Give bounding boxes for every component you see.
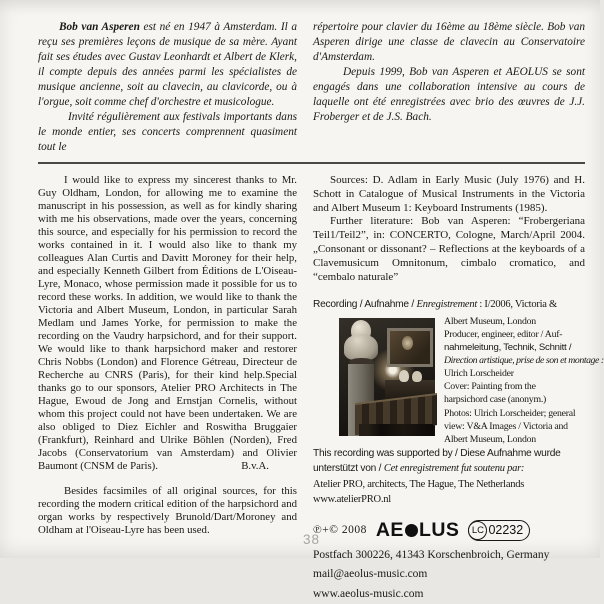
publisher-address-lines xyxy=(313,546,585,604)
publisher-address: Postfach 300226, 41343 Korschenbroich, Germany xyxy=(313,548,550,561)
bio-text: est né en 1947 à Amsterdam. Il a reçu ses premières leçons de musique de sa mère. Ayant fait ses études avec Gustav Leonhardt et Albert de Klerk, il compte depuis des années parmi les spécialistes de musique ancienne, soit au clavecin, au clavicorde, ou à l'orgue, soit comme chef d'orchestre et musicologue. xyxy=(38,21,298,108)
publisher-email: mail@aeolus-music.com xyxy=(313,568,428,581)
intro-section xyxy=(38,20,585,155)
recording-value: : I/2006, Victoria & xyxy=(477,299,557,311)
lc-circle: LC xyxy=(468,521,487,540)
intro-left-column xyxy=(38,20,297,155)
support-line-2-de: unterstützt von / xyxy=(313,463,384,475)
credit-line: Albert Museum, London xyxy=(444,315,536,327)
harpsichord-stand-shape xyxy=(359,424,433,436)
logo-text-right: LUS xyxy=(418,518,460,541)
recording-label: Recording / Aufnahme / xyxy=(313,299,417,311)
acknowledgements-paragraph xyxy=(38,174,297,473)
acknowledgements-text: I would like to express my sincerest thanks to Mr. Guy Oldham, London, for allowing me to examine the manuscript in his possession, as well as for kindly sharing with me his observations, made over the years, concerning this source, and especially for his permission to record the works contained in it. I would also like to thank my colleagues Alan Curtis and Davitt Moroney for their help, and especially Kenneth Gilbert from Éditions de L'Oiseau-Lyre, Monaco, whose permission made it possible for us to record these works. In addition, we would like to thank the Victoria and Albert Museum, London, in particular Sarah Medlam und James Yorke, for permission to make the recording on the Vaudry harpsichord, and for their support. We would like to thank harpsichord maker and restorer Chris Nobbs (London) and Florence Gétreau, Directeur de Recherche au CNRS (Paris), for their kind help.Special thanks go to our sponsors, Atelier PRO Architects in The Hague, Ewoud de Jong and Ernstjan Cornelis, without whom this project could not have been undertaken. We are also obliged to Diez Eichler and Roswitha Bruggaier (Frankfurt), Reinhard and Ulrike Böhlen (Norden), Fred Jacobs (Conservatorium van Amsterdam) and Olivier Baumont (CNSM de Paris). xyxy=(38,174,297,472)
publisher-block xyxy=(313,519,585,604)
publisher-header xyxy=(313,519,585,542)
support-line-1: This recording was supported by / Diese Aufnahme wurde xyxy=(313,447,561,459)
artist-name: Bob van Asperen xyxy=(59,21,140,33)
credit-line: Photos: Ulrich Lorscheider; general xyxy=(444,407,576,419)
logo-dot-icon xyxy=(405,524,418,537)
credit-line: Ulrich Lorscheider xyxy=(444,368,514,380)
bio-paragraph-fr xyxy=(38,20,297,110)
credit-line: nahmeleitung, Technik, Schnitt / xyxy=(444,342,572,354)
page-number: 38 xyxy=(303,532,321,547)
support-line-2-fr: Cet enregistrement fut soutenu par: xyxy=(383,463,525,475)
recording-venue-photo xyxy=(339,318,435,436)
intro-right-column xyxy=(313,20,585,155)
editions-note: Besides facsimiles of all original sources, for this recording the modern critical edition of the harpsichord and organ works by respectively Brunold/Dart/Moroney and Oldham at l'Oiseau-Lyre has been used. xyxy=(38,485,297,536)
credit-line: Producer, engineer, editor / Auf- xyxy=(444,328,563,340)
credit-line: Direction artistique, prise de son et montage : xyxy=(444,355,604,367)
small-vase-shape xyxy=(412,371,422,382)
literature-paragraph: Further literature: Bob van Asperen: “Frobergeriana Teil1/Teil2”, in: CONCERTO, Cologne, March/April 2004. „Consonant or dissonant? – Reflections at the keyboards of a Clavemusicum Omnitonum, cimbalo cromatico, and “cembalo naturale” xyxy=(313,215,585,283)
credits-column xyxy=(313,174,604,604)
credit-line: harpsichord case (anonym.) xyxy=(444,394,547,406)
bio-paragraph-fr-3: répertoire pour clavier du 16ème au 18ème siècle. Bob van Asperen dirige une classe de clavecin au Conservatoire d'Amsterdam. xyxy=(313,21,585,63)
aeolus-logo xyxy=(376,519,460,542)
signature: B.v.A. xyxy=(241,460,269,472)
credit-line: Cover: Painting from the xyxy=(444,381,536,393)
recording-label-fr: Enregistrement xyxy=(416,299,478,311)
credits-beside-photo xyxy=(435,315,604,446)
credit-line: Albert Museum, London xyxy=(444,433,536,445)
bio-paragraph-fr-4: Depuis 1999, Bob van Asperen et AEOLUS se sont engagés dans une collaboration intensive au cours de laquelle ont été enregistrées avec brio des œuvres de J.J. Froberger et de J.S. Bach. xyxy=(313,66,585,123)
credits-block xyxy=(313,297,604,507)
small-bust-shape xyxy=(399,370,409,382)
publisher-website: www.aeolus-music.com xyxy=(313,587,424,600)
bio-paragraph-fr-2: Invité régulièrement aux festivals importants dans le monde entier, ses concerts comprennent quasiment tout le xyxy=(38,111,297,153)
recording-line xyxy=(313,297,585,313)
copyright-notice: ℗+© 2008 xyxy=(313,524,367,537)
section-divider xyxy=(38,162,585,164)
logo-text-left: AE xyxy=(375,518,404,541)
label-code-badge xyxy=(468,520,530,541)
credit-line: view: V&A Images / Victoria and xyxy=(444,420,568,432)
sources-paragraph: Sources: D. Adlam in Early Music (July 1976) and H. Schott in Catalogue of Musical Instruments in the Victoria and Albert Museum 1: Keyboard Instruments (1985). xyxy=(313,174,585,214)
acknowledgements-column xyxy=(38,174,297,604)
support-line-2 xyxy=(313,461,585,477)
credits-row xyxy=(313,315,604,446)
support-line-3: Atelier PRO, architects, The Hague, The Netherlands xyxy=(313,478,525,490)
support-line-4: www.atelierPRO.nl xyxy=(313,494,391,506)
painting-figure-shape xyxy=(402,336,413,350)
bust-shape xyxy=(344,334,378,360)
lc-number: 02232 xyxy=(488,523,524,538)
